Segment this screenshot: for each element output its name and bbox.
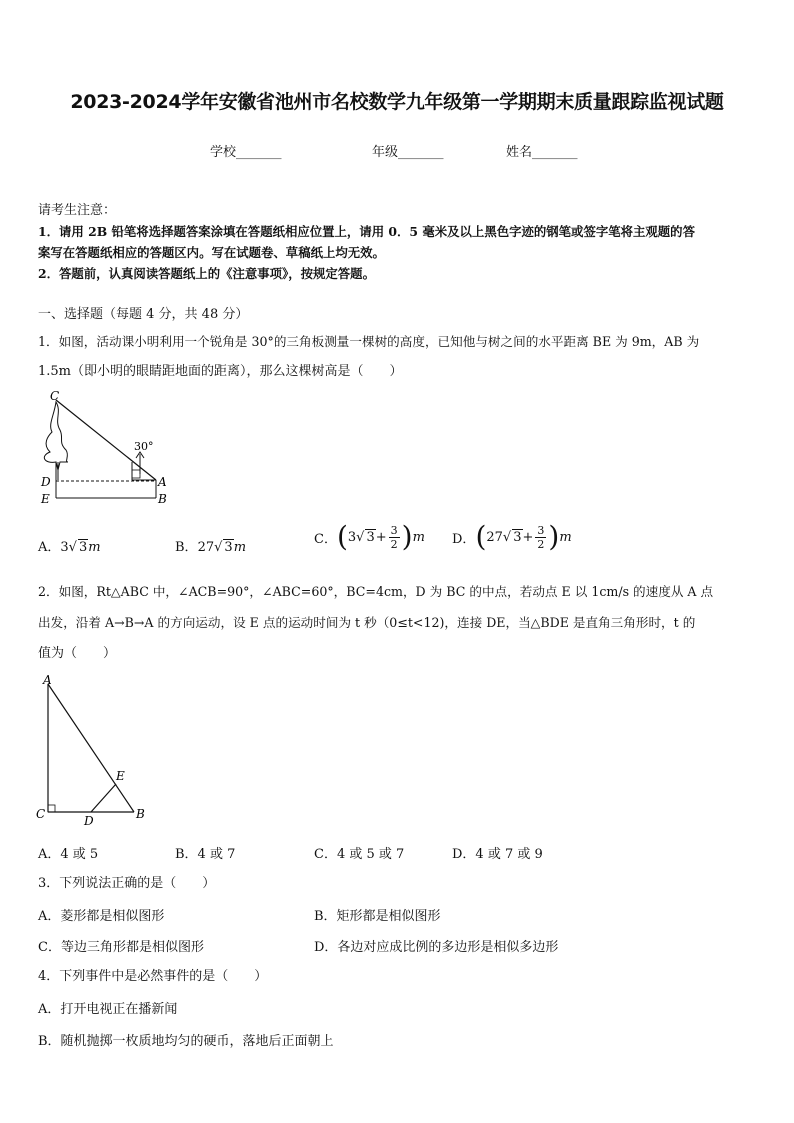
q2-figure [34,672,154,832]
q2-option-b: B．4 或 7 [175,847,236,862]
notice-heading: 请考生注意： [38,203,117,218]
q3-option-a: A．菱形都是相似图形 [38,909,165,924]
label-angle: 30° [134,440,154,453]
notice-line-1b: 案写在答题纸相应的答题区内。写在试题卷、草稿纸上均无效。 [38,245,385,260]
school-field: 学校_______ [210,145,282,160]
notice-line-2: 2．答题前，认真阅读答题纸上的《注意事项》，按规定答题。 [38,266,375,281]
q1-option-a: A．3√ 3m [38,540,101,555]
q2-option-c: C．4 或 5 或 7 [314,847,405,862]
q2-option-d: D．4 或 7 或 9 [452,847,543,862]
q1-option-b: B．27√ 3m [175,540,247,555]
label-B: B [136,807,145,821]
notice-line-1a: 1．请用 2B 铅笔将选择题答案涂填在答题纸相应位置上，请用 0．5 毫米及以上黑色字迹的钢笔或签字笔将主观题的答 [38,224,695,239]
q1-option-d: D． ( 27 √ 3 + $\frac{3}{2}$ ) m [452,520,572,553]
label-A: A [43,673,52,687]
label-D: D [84,814,94,828]
label-C: C [50,390,60,403]
tree-shape [44,402,68,470]
q4-option-b: B．随机抛掷一枚质地均匀的硬币，落地后正面朝上 [38,1034,334,1049]
q3-option-b: B．矩形都是相似图形 [314,909,441,924]
q3-stem: 3．下列说法正确的是（ ） [38,876,216,891]
label-E: E [41,492,50,506]
q1-option-c: C． ( 3 √ 3 + $\frac{3}{2}$ ) m [314,520,425,553]
q1-stem-line2: 1.5m（即小明的眼睛距地面的距离），那么这棵树高是（ ） [38,364,403,379]
q1-stem-line1: 1．如图，活动课小明利用一个锐角是 30°的三角板测量一棵树的高度，已知他与树之间的水平距离 BE 为 9m，AB 为 [38,334,700,349]
name-field: 姓名_______ [506,145,578,160]
exam-title: 2023-2024学年安徽省池州市名校数学九年级第一学期期末质量跟踪监视试题 [70,91,724,113]
label-D: D [41,475,51,489]
label-E: E [116,769,125,783]
label-B: B [158,492,167,506]
q4-stem: 4．下列事件中是必然事件的是（ ） [38,969,268,984]
q1-figure [36,390,176,510]
q4-option-a: A．打开电视正在播新闻 [38,1002,178,1017]
grade-field: 年级_______ [372,145,444,160]
label-A: A [158,475,167,489]
q3-option-d: D．各边对应成比例的多边形是相似多边形 [314,940,559,955]
q3-option-c: C．等边三角形都是相似图形 [38,940,204,955]
q2-stem-line3: 值为（ ） [38,646,117,661]
section-heading: 一、选择题（每题 4 分，共 48 分） [38,307,249,322]
q2-stem-line1: 2．如图，Rt△ABC 中，∠ACB=90°，∠ABC=60°，BC=4cm，D 为 BC 的中点，若动点 E 以 1cm/s 的速度从 A 点 [38,584,714,599]
q2-option-a: A．4 或 5 [38,847,99,862]
q2-stem-line2: 出发，沿着 A→B→A 的方向运动，设 E 点的运动时间为 t 秒（0≤t<12)，连接 DE，当△BDE 是直角三角形时，t 的 [38,615,696,630]
label-C: C [36,807,46,821]
